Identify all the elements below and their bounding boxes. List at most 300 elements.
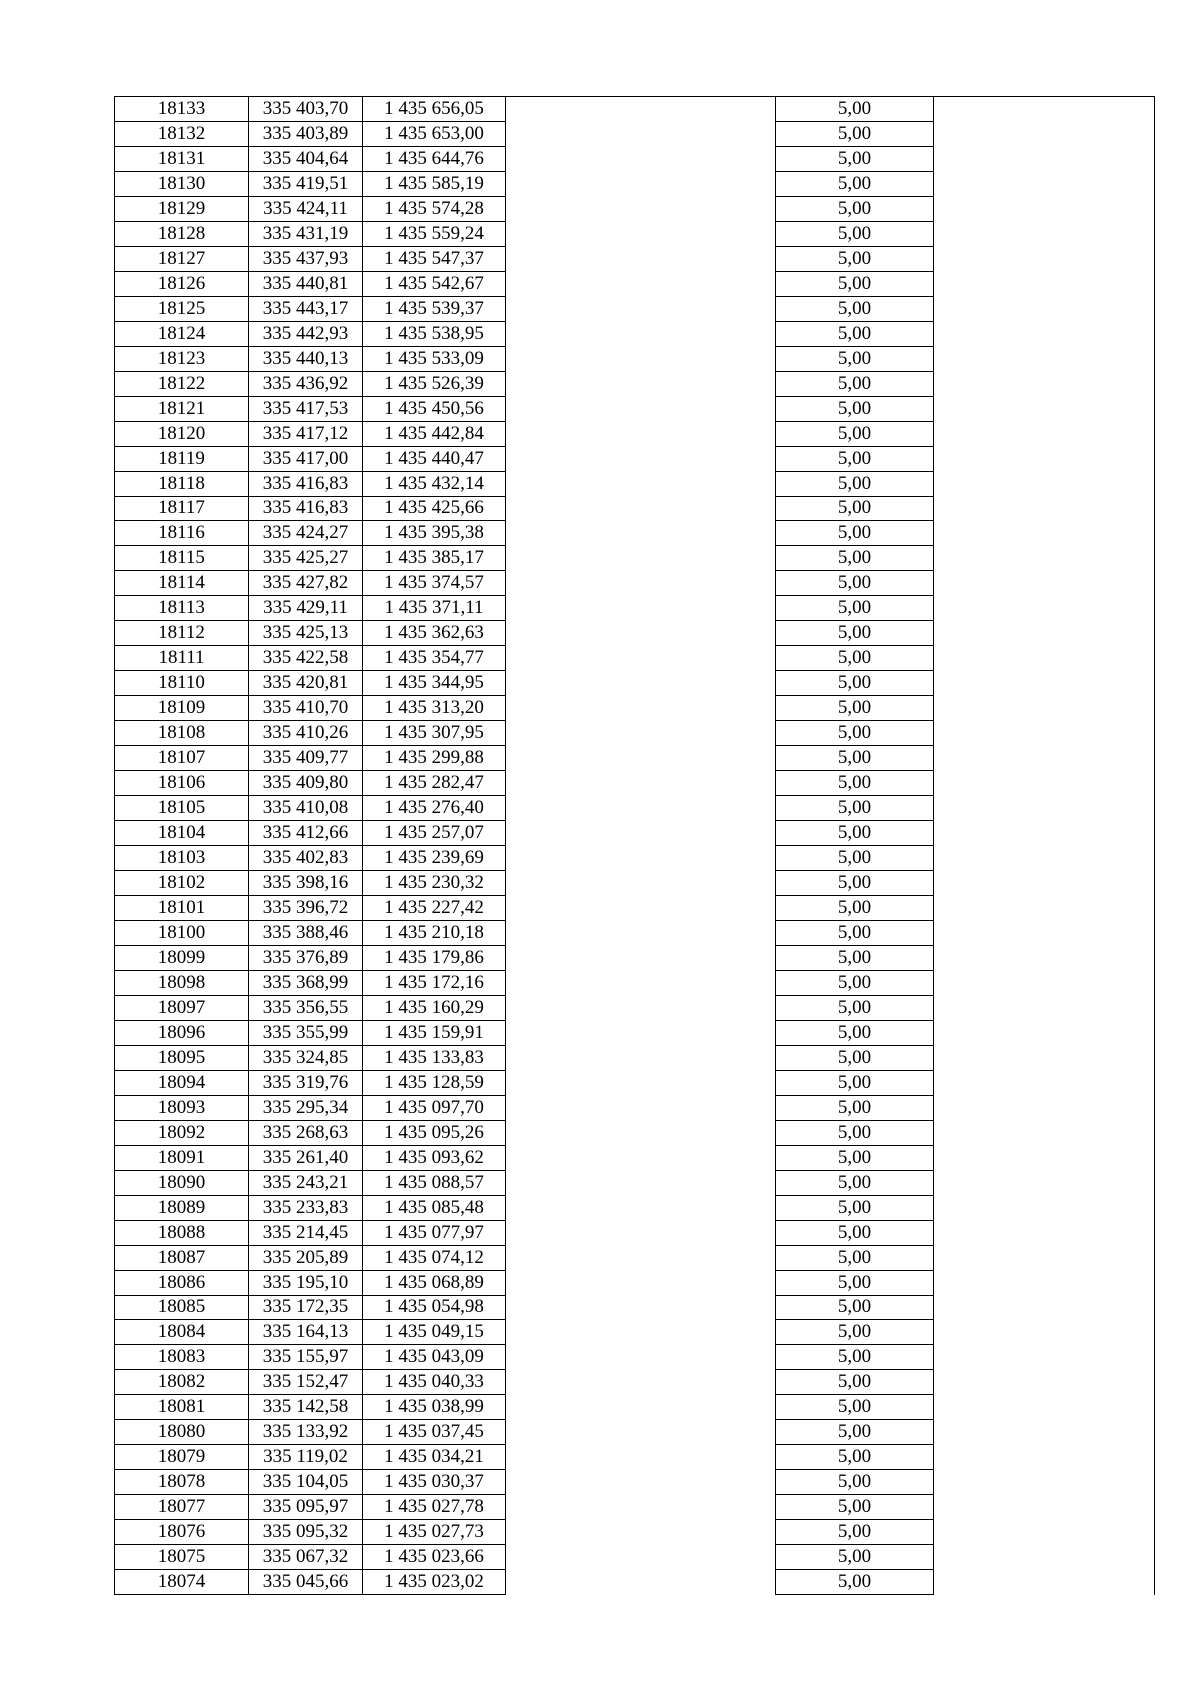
value-cell: 5,00	[776, 646, 934, 671]
table-row	[115, 1320, 1155, 1345]
y-coordinate-cell: 1 435 257,07	[363, 821, 506, 846]
point-number-cell: 18087	[115, 1245, 249, 1270]
x-coordinate-cell: 335 424,11	[249, 196, 363, 221]
value-cell: 5,00	[776, 1370, 934, 1395]
x-coordinate-cell: 335 427,82	[249, 571, 363, 596]
value-cell: 5,00	[776, 871, 934, 896]
x-coordinate-cell: 335 398,16	[249, 871, 363, 896]
x-coordinate-cell: 335 045,66	[249, 1570, 363, 1595]
x-coordinate-cell: 335 119,02	[249, 1445, 363, 1470]
value-cell: 5,00	[776, 671, 934, 696]
x-coordinate-cell: 335 368,99	[249, 970, 363, 995]
empty-cell	[506, 1470, 776, 1495]
empty-cell	[506, 671, 776, 696]
point-number-cell: 18132	[115, 121, 249, 146]
empty-cell	[934, 821, 1155, 846]
x-coordinate-cell: 335 404,64	[249, 146, 363, 171]
point-number-cell: 18074	[115, 1570, 249, 1595]
point-number-cell: 18128	[115, 221, 249, 246]
empty-cell	[934, 196, 1155, 221]
value-cell: 5,00	[776, 1345, 934, 1370]
point-number-cell: 18126	[115, 271, 249, 296]
empty-cell	[506, 1395, 776, 1420]
empty-cell	[506, 1495, 776, 1520]
value-cell: 5,00	[776, 546, 934, 571]
empty-cell	[506, 1295, 776, 1320]
value-cell: 5,00	[776, 246, 934, 271]
empty-cell	[506, 1095, 776, 1120]
y-coordinate-cell: 1 435 159,91	[363, 1020, 506, 1045]
empty-cell	[934, 721, 1155, 746]
value-cell: 5,00	[776, 1220, 934, 1245]
x-coordinate-cell: 335 388,46	[249, 920, 363, 945]
empty-cell	[506, 121, 776, 146]
value-cell: 5,00	[776, 121, 934, 146]
empty-cell	[934, 421, 1155, 446]
empty-cell	[506, 496, 776, 521]
y-coordinate-cell: 1 435 395,38	[363, 521, 506, 546]
x-coordinate-cell: 335 436,92	[249, 371, 363, 396]
x-coordinate-cell: 335 443,17	[249, 296, 363, 321]
value-cell: 5,00	[776, 821, 934, 846]
x-coordinate-cell: 335 424,27	[249, 521, 363, 546]
empty-cell	[934, 296, 1155, 321]
y-coordinate-cell: 1 435 093,62	[363, 1145, 506, 1170]
value-cell: 5,00	[776, 970, 934, 995]
table-row	[115, 171, 1155, 196]
empty-cell	[506, 920, 776, 945]
empty-cell	[506, 1020, 776, 1045]
empty-cell	[934, 221, 1155, 246]
y-coordinate-cell: 1 435 385,17	[363, 546, 506, 571]
empty-cell	[506, 1570, 776, 1595]
empty-cell	[506, 396, 776, 421]
y-coordinate-cell: 1 435 049,15	[363, 1320, 506, 1345]
value-cell: 5,00	[776, 920, 934, 945]
empty-cell	[506, 871, 776, 896]
point-number-cell: 18098	[115, 970, 249, 995]
empty-cell	[506, 746, 776, 771]
empty-cell	[934, 995, 1155, 1020]
x-coordinate-cell: 335 409,77	[249, 746, 363, 771]
empty-cell	[506, 471, 776, 496]
table-row	[115, 296, 1155, 321]
empty-cell	[506, 821, 776, 846]
x-coordinate-cell: 335 416,83	[249, 471, 363, 496]
empty-cell	[934, 1445, 1155, 1470]
value-cell: 5,00	[776, 796, 934, 821]
y-coordinate-cell: 1 435 307,95	[363, 721, 506, 746]
empty-cell	[506, 171, 776, 196]
y-coordinate-cell: 1 435 179,86	[363, 945, 506, 970]
value-cell: 5,00	[776, 1545, 934, 1570]
x-coordinate-cell: 335 396,72	[249, 896, 363, 921]
table-row	[115, 1020, 1155, 1045]
x-coordinate-cell: 335 425,13	[249, 621, 363, 646]
point-number-cell: 18077	[115, 1495, 249, 1520]
value-cell: 5,00	[776, 321, 934, 346]
table-row	[115, 196, 1155, 221]
table-row	[115, 421, 1155, 446]
point-number-cell: 18076	[115, 1520, 249, 1545]
point-number-cell: 18124	[115, 321, 249, 346]
empty-cell	[934, 871, 1155, 896]
value-cell: 5,00	[776, 1170, 934, 1195]
y-coordinate-cell: 1 435 097,70	[363, 1095, 506, 1120]
point-number-cell: 18102	[115, 871, 249, 896]
y-coordinate-cell: 1 435 559,24	[363, 221, 506, 246]
value-cell: 5,00	[776, 171, 934, 196]
table-row	[115, 621, 1155, 646]
empty-cell	[934, 271, 1155, 296]
table-row	[115, 1045, 1155, 1070]
x-coordinate-cell: 335 431,19	[249, 221, 363, 246]
point-number-cell: 18110	[115, 671, 249, 696]
empty-cell	[506, 1145, 776, 1170]
empty-cell	[934, 246, 1155, 271]
empty-cell	[934, 1070, 1155, 1095]
x-coordinate-cell: 335 412,66	[249, 821, 363, 846]
value-cell: 5,00	[776, 446, 934, 471]
value-cell: 5,00	[776, 1470, 934, 1495]
y-coordinate-cell: 1 435 085,48	[363, 1195, 506, 1220]
y-coordinate-cell: 1 435 313,20	[363, 696, 506, 721]
table-row	[115, 995, 1155, 1020]
table-row	[115, 546, 1155, 571]
table-row	[115, 1395, 1155, 1420]
point-number-cell: 18120	[115, 421, 249, 446]
point-number-cell: 18107	[115, 746, 249, 771]
table-row	[115, 1120, 1155, 1145]
x-coordinate-cell: 335 067,32	[249, 1545, 363, 1570]
empty-cell	[934, 796, 1155, 821]
point-number-cell: 18082	[115, 1370, 249, 1395]
table-row	[115, 1495, 1155, 1520]
y-coordinate-cell: 1 435 040,33	[363, 1370, 506, 1395]
empty-cell	[506, 97, 776, 122]
table-row	[115, 121, 1155, 146]
empty-cell	[934, 1395, 1155, 1420]
empty-cell	[934, 646, 1155, 671]
point-number-cell: 18084	[115, 1320, 249, 1345]
table-row	[115, 1095, 1155, 1120]
y-coordinate-cell: 1 435 344,95	[363, 671, 506, 696]
table-row	[115, 796, 1155, 821]
empty-cell	[934, 346, 1155, 371]
table-row	[115, 1445, 1155, 1470]
y-coordinate-cell: 1 435 440,47	[363, 446, 506, 471]
empty-cell	[506, 446, 776, 471]
empty-cell	[934, 146, 1155, 171]
table-row	[115, 646, 1155, 671]
value-cell: 5,00	[776, 1445, 934, 1470]
point-number-cell: 18096	[115, 1020, 249, 1045]
point-number-cell: 18099	[115, 945, 249, 970]
value-cell: 5,00	[776, 1095, 934, 1120]
empty-cell	[506, 970, 776, 995]
point-number-cell: 18079	[115, 1445, 249, 1470]
point-number-cell: 18112	[115, 621, 249, 646]
value-cell: 5,00	[776, 296, 934, 321]
empty-cell	[506, 521, 776, 546]
coordinates-table	[114, 96, 1155, 1595]
value-cell: 5,00	[776, 1395, 934, 1420]
point-number-cell: 18083	[115, 1345, 249, 1370]
empty-cell	[506, 621, 776, 646]
point-number-cell: 18081	[115, 1395, 249, 1420]
y-coordinate-cell: 1 435 299,88	[363, 746, 506, 771]
empty-cell	[506, 1270, 776, 1295]
empty-cell	[506, 796, 776, 821]
value-cell: 5,00	[776, 1570, 934, 1595]
value-cell: 5,00	[776, 1495, 934, 1520]
empty-cell	[934, 1520, 1155, 1545]
y-coordinate-cell: 1 435 037,45	[363, 1420, 506, 1445]
y-coordinate-cell: 1 435 172,16	[363, 970, 506, 995]
empty-cell	[934, 97, 1155, 122]
point-number-cell: 18114	[115, 571, 249, 596]
x-coordinate-cell: 335 233,83	[249, 1195, 363, 1220]
point-number-cell: 18088	[115, 1220, 249, 1245]
x-coordinate-cell: 335 152,47	[249, 1370, 363, 1395]
value-cell: 5,00	[776, 1145, 934, 1170]
value-cell: 5,00	[776, 746, 934, 771]
empty-cell	[934, 896, 1155, 921]
value-cell: 5,00	[776, 771, 934, 796]
table-row	[115, 721, 1155, 746]
empty-cell	[934, 546, 1155, 571]
x-coordinate-cell: 335 104,05	[249, 1470, 363, 1495]
y-coordinate-cell: 1 435 034,21	[363, 1445, 506, 1470]
table-row	[115, 146, 1155, 171]
point-number-cell: 18119	[115, 446, 249, 471]
empty-cell	[934, 1320, 1155, 1345]
point-number-cell: 18122	[115, 371, 249, 396]
x-coordinate-cell: 335 214,45	[249, 1220, 363, 1245]
empty-cell	[934, 1195, 1155, 1220]
table-row	[115, 371, 1155, 396]
empty-cell	[934, 496, 1155, 521]
empty-cell	[934, 696, 1155, 721]
y-coordinate-cell: 1 435 354,77	[363, 646, 506, 671]
value-cell: 5,00	[776, 596, 934, 621]
empty-cell	[934, 1295, 1155, 1320]
value-cell: 5,00	[776, 421, 934, 446]
table-row	[115, 1245, 1155, 1270]
x-coordinate-cell: 335 440,81	[249, 271, 363, 296]
empty-cell	[934, 621, 1155, 646]
point-number-cell: 18116	[115, 521, 249, 546]
empty-cell	[934, 1045, 1155, 1070]
empty-cell	[506, 846, 776, 871]
y-coordinate-cell: 1 435 054,98	[363, 1295, 506, 1320]
point-number-cell: 18117	[115, 496, 249, 521]
empty-cell	[934, 671, 1155, 696]
x-coordinate-cell: 335 142,58	[249, 1395, 363, 1420]
y-coordinate-cell: 1 435 027,78	[363, 1495, 506, 1520]
y-coordinate-cell: 1 435 095,26	[363, 1120, 506, 1145]
empty-cell	[506, 421, 776, 446]
empty-cell	[934, 1270, 1155, 1295]
empty-cell	[506, 1195, 776, 1220]
empty-cell	[506, 321, 776, 346]
table-row	[115, 396, 1155, 421]
x-coordinate-cell: 335 416,83	[249, 496, 363, 521]
empty-cell	[506, 896, 776, 921]
x-coordinate-cell: 335 403,70	[249, 97, 363, 122]
point-number-cell: 18129	[115, 196, 249, 221]
empty-cell	[934, 746, 1155, 771]
point-number-cell: 18078	[115, 1470, 249, 1495]
y-coordinate-cell: 1 435 533,09	[363, 346, 506, 371]
y-coordinate-cell: 1 435 043,09	[363, 1345, 506, 1370]
value-cell: 5,00	[776, 846, 934, 871]
x-coordinate-cell: 335 442,93	[249, 321, 363, 346]
value-cell: 5,00	[776, 1295, 934, 1320]
point-number-cell: 18127	[115, 246, 249, 271]
point-number-cell: 18105	[115, 796, 249, 821]
empty-cell	[506, 1345, 776, 1370]
empty-cell	[934, 1095, 1155, 1120]
empty-cell	[934, 446, 1155, 471]
empty-cell	[506, 546, 776, 571]
y-coordinate-cell: 1 435 432,14	[363, 471, 506, 496]
value-cell: 5,00	[776, 221, 934, 246]
table-row	[115, 1170, 1155, 1195]
table-row	[115, 671, 1155, 696]
table-row	[115, 1070, 1155, 1095]
point-number-cell: 18093	[115, 1095, 249, 1120]
empty-cell	[506, 1320, 776, 1345]
table-row	[115, 945, 1155, 970]
empty-cell	[506, 271, 776, 296]
empty-cell	[934, 571, 1155, 596]
table-row	[115, 1345, 1155, 1370]
x-coordinate-cell: 335 133,92	[249, 1420, 363, 1445]
y-coordinate-cell: 1 435 077,97	[363, 1220, 506, 1245]
value-cell: 5,00	[776, 1420, 934, 1445]
x-coordinate-cell: 335 172,35	[249, 1295, 363, 1320]
table-row	[115, 521, 1155, 546]
y-coordinate-cell: 1 435 425,66	[363, 496, 506, 521]
empty-cell	[506, 1520, 776, 1545]
empty-cell	[506, 945, 776, 970]
empty-cell	[934, 970, 1155, 995]
table-row	[115, 221, 1155, 246]
point-number-cell: 18113	[115, 596, 249, 621]
table-row	[115, 1570, 1155, 1595]
value-cell: 5,00	[776, 995, 934, 1020]
value-cell: 5,00	[776, 1270, 934, 1295]
empty-cell	[934, 920, 1155, 945]
value-cell: 5,00	[776, 471, 934, 496]
value-cell: 5,00	[776, 1245, 934, 1270]
value-cell: 5,00	[776, 621, 934, 646]
empty-cell	[934, 471, 1155, 496]
x-coordinate-cell: 335 402,83	[249, 846, 363, 871]
empty-cell	[506, 1045, 776, 1070]
table-row	[115, 970, 1155, 995]
table-row	[115, 596, 1155, 621]
x-coordinate-cell: 335 440,13	[249, 346, 363, 371]
x-coordinate-cell: 335 095,32	[249, 1520, 363, 1545]
x-coordinate-cell: 335 376,89	[249, 945, 363, 970]
x-coordinate-cell: 335 437,93	[249, 246, 363, 271]
table-row	[115, 696, 1155, 721]
value-cell: 5,00	[776, 721, 934, 746]
x-coordinate-cell: 335 429,11	[249, 596, 363, 621]
x-coordinate-cell: 335 268,63	[249, 1120, 363, 1145]
table-row	[115, 1520, 1155, 1545]
value-cell: 5,00	[776, 1320, 934, 1345]
empty-cell	[506, 1120, 776, 1145]
point-number-cell: 18121	[115, 396, 249, 421]
y-coordinate-cell: 1 435 027,73	[363, 1520, 506, 1545]
empty-cell	[506, 146, 776, 171]
y-coordinate-cell: 1 435 227,42	[363, 896, 506, 921]
empty-cell	[934, 1020, 1155, 1045]
y-coordinate-cell: 1 435 276,40	[363, 796, 506, 821]
x-coordinate-cell: 335 417,00	[249, 446, 363, 471]
empty-cell	[506, 1370, 776, 1395]
table-row	[115, 896, 1155, 921]
point-number-cell: 18089	[115, 1195, 249, 1220]
y-coordinate-cell: 1 435 023,02	[363, 1570, 506, 1595]
y-coordinate-cell: 1 435 585,19	[363, 171, 506, 196]
point-number-cell: 18125	[115, 296, 249, 321]
y-coordinate-cell: 1 435 230,32	[363, 871, 506, 896]
empty-cell	[506, 296, 776, 321]
empty-cell	[934, 1170, 1155, 1195]
value-cell: 5,00	[776, 896, 934, 921]
point-number-cell: 18133	[115, 97, 249, 122]
value-cell: 5,00	[776, 1120, 934, 1145]
value-cell: 5,00	[776, 1045, 934, 1070]
y-coordinate-cell: 1 435 656,05	[363, 97, 506, 122]
y-coordinate-cell: 1 435 128,59	[363, 1070, 506, 1095]
table-row	[115, 1195, 1155, 1220]
value-cell: 5,00	[776, 521, 934, 546]
table-row	[115, 246, 1155, 271]
table-row	[115, 871, 1155, 896]
empty-cell	[506, 696, 776, 721]
empty-cell	[934, 1470, 1155, 1495]
point-number-cell: 18095	[115, 1045, 249, 1070]
empty-cell	[934, 1220, 1155, 1245]
x-coordinate-cell: 335 205,89	[249, 1245, 363, 1270]
table-row	[115, 1370, 1155, 1395]
x-coordinate-cell: 335 425,27	[249, 546, 363, 571]
empty-cell	[506, 196, 776, 221]
empty-cell	[506, 1220, 776, 1245]
x-coordinate-cell: 335 417,53	[249, 396, 363, 421]
empty-cell	[506, 721, 776, 746]
x-coordinate-cell: 335 355,99	[249, 1020, 363, 1045]
value-cell: 5,00	[776, 945, 934, 970]
value-cell: 5,00	[776, 371, 934, 396]
y-coordinate-cell: 1 435 074,12	[363, 1245, 506, 1270]
value-cell: 5,00	[776, 571, 934, 596]
y-coordinate-cell: 1 435 282,47	[363, 771, 506, 796]
value-cell: 5,00	[776, 696, 934, 721]
point-number-cell: 18086	[115, 1270, 249, 1295]
point-number-cell: 18104	[115, 821, 249, 846]
y-coordinate-cell: 1 435 539,37	[363, 296, 506, 321]
table-row	[115, 1420, 1155, 1445]
value-cell: 5,00	[776, 1020, 934, 1045]
empty-cell	[934, 1370, 1155, 1395]
point-number-cell: 18097	[115, 995, 249, 1020]
